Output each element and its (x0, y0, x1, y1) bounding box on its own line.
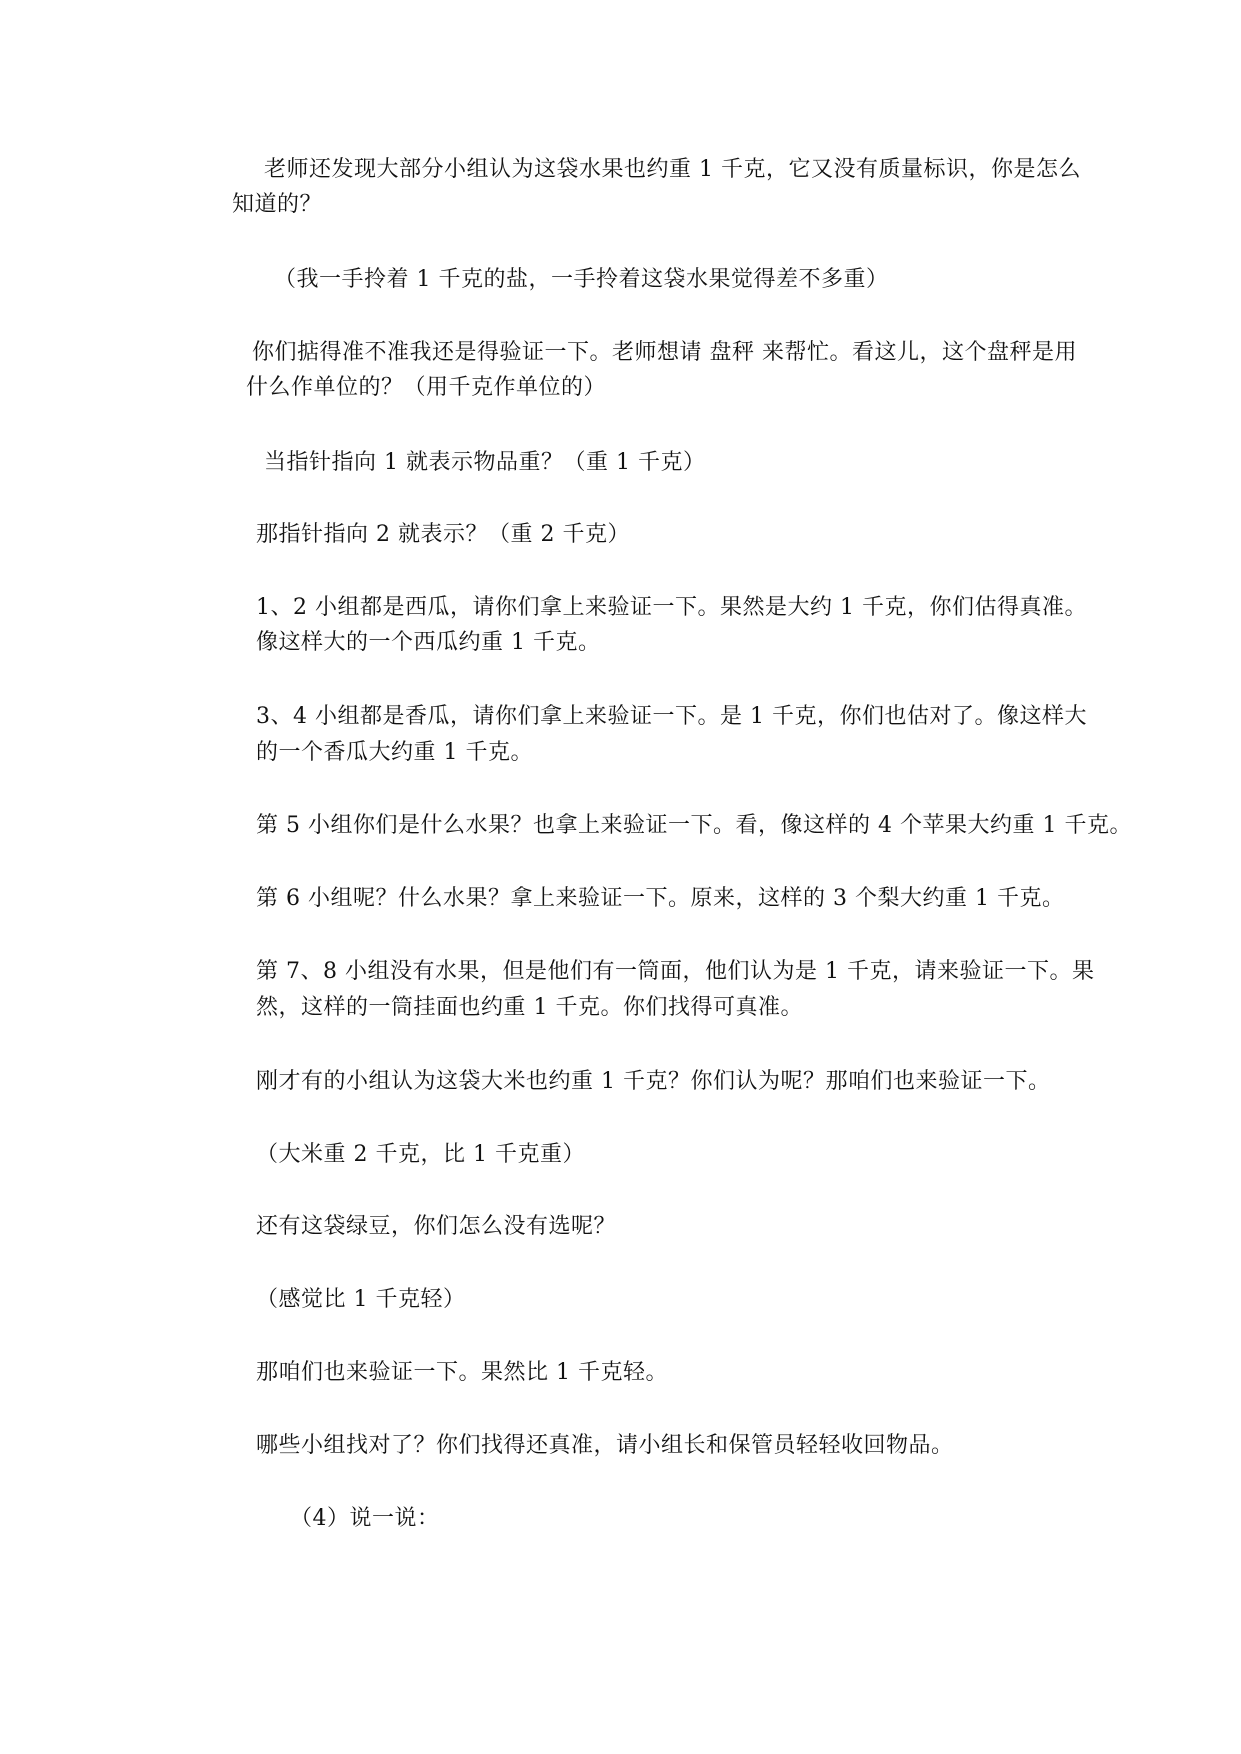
paragraph-line: 然，这样的一筒挂面也约重 1 千克。你们找得可真准。 (256, 995, 803, 1020)
paragraph-line: 哪些小组找对了？你们找得还真准，请小组长和保管员轻轻收回物品。 (256, 1433, 954, 1458)
paragraph-line: 那咱们也来验证一下。果然比 1 千克轻。 (256, 1360, 668, 1385)
paragraph-line: 3、4 小组都是香瓜，请你们拿上来验证一下。是 1 千克，你们也估对了。像这样大 (256, 704, 1087, 729)
paragraph-line: 第 6 小组呢？什么水果？拿上来验证一下。原来，这样的 3 个梨大约重 1 千克。 (256, 886, 1065, 911)
paragraph-line: 第 7、8 小组没有水果，但是他们有一筒面，他们认为是 1 千克，请来验证一下。果 (256, 959, 1095, 984)
paragraph-line: （感觉比 1 千克轻） (256, 1287, 466, 1312)
paragraph-line: （大米重 2 千克，比 1 千克重） (256, 1142, 585, 1167)
paragraph-line: 还有这袋绿豆，你们怎么没有选呢？ (256, 1214, 617, 1239)
paragraph-line: 那指针指向 2 就表示？（重 2 千克） (256, 522, 630, 547)
paragraph-line: 当指针指向 1 就表示物品重？（重 1 千克） (264, 450, 706, 475)
paragraph-line: 第 5 小组你们是什么水果？也拿上来验证一下。看，像这样的 4 个苹果大约重 1 千克。 (256, 813, 1132, 838)
paragraph-line: 刚才有的小组认为这袋大米也约重 1 千克？你们认为呢？那咱们也来验证一下。 (256, 1069, 1051, 1094)
paragraph-line: 的一个香瓜大约重 1 千克。 (256, 740, 533, 765)
paragraph-line: 像这样大的一个西瓜约重 1 千克。 (256, 630, 601, 655)
paragraph-line: 知道的？ (232, 192, 323, 217)
paragraph-line: 老师还发现大部分小组认为这袋水果也约重 1 千克，它又没有质量标识，你是怎么 (264, 157, 1081, 182)
paragraph-line: （我一手拎着 1 千克的盐，一手拎着这袋水果觉得差不多重） (274, 267, 889, 292)
paragraph-line: 1、2 小组都是西瓜，请你们拿上来验证一下。果然是大约 1 千克，你们估得真准。 (256, 595, 1087, 620)
paragraph-line: 你们掂得准不准我还是得验证一下。老师想请 盘秤 来帮忙。看这儿，这个盘秤是用 (252, 340, 1077, 365)
paragraph-line: 什么作单位的？（用千克作单位的） (246, 375, 607, 400)
paragraph-line: （4）说一说： (290, 1506, 440, 1531)
